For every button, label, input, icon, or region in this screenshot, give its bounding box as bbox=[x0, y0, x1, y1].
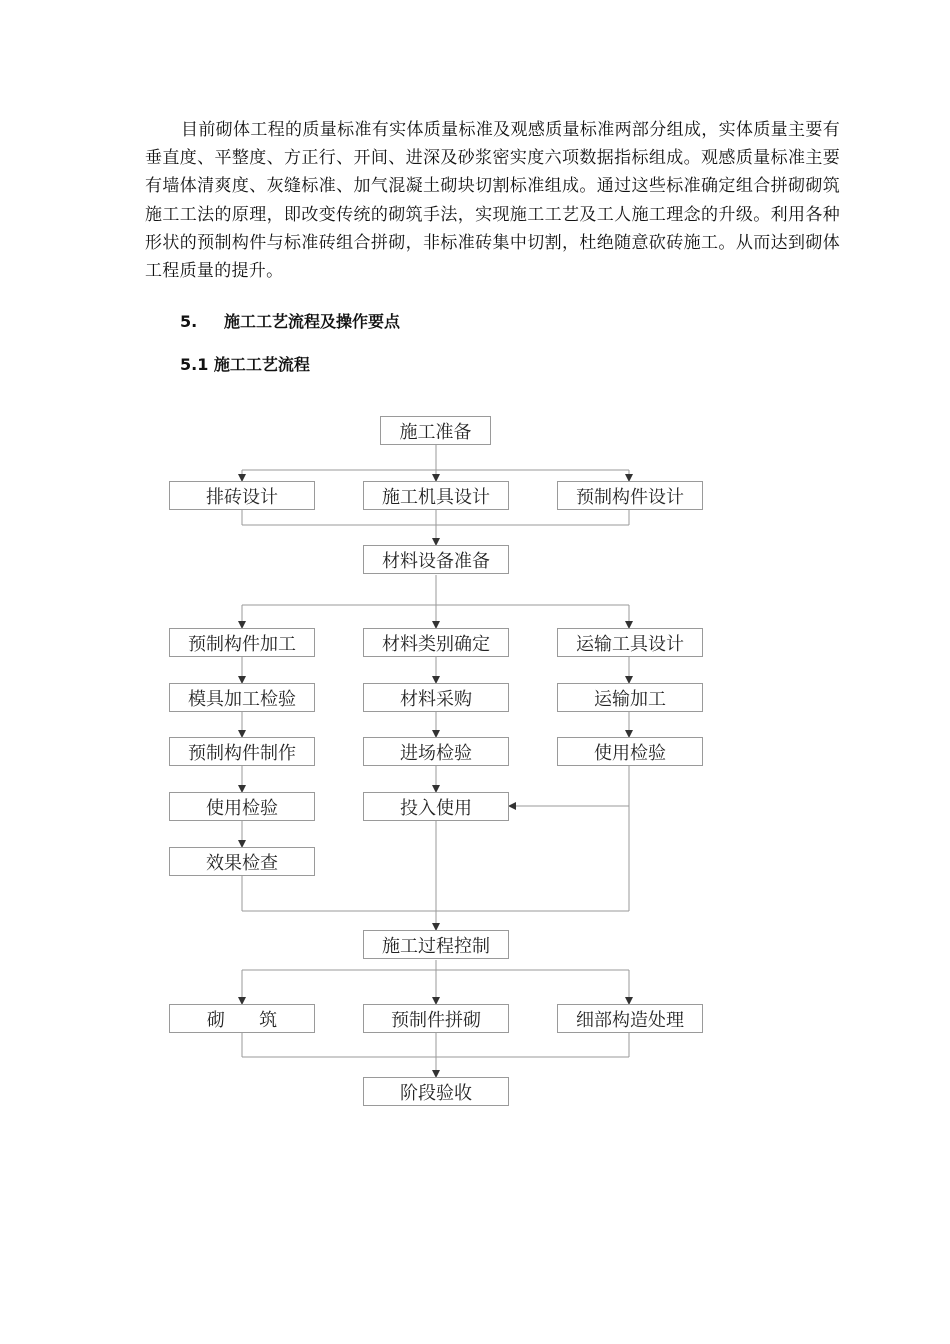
intro-paragraph: 目前砌体工程的质量标准有实体质量标准及观感质量标准两部分组成，实体质量主要有垂直度、平整度、方正行、开间、进深及砂浆密实度六项数据指标组成。观感质量标准主要有墙体清爽度、灰缝标准、加气混凝土砌块切割标准组成。通过这些标准确定组合拼砌砌筑施工工法的原理，即改变传统的砌筑手法，实现施工工艺及工人施工理念的升级。利用各种形状的预制构件与标准砖组合拼砌，非标准砖集中切割，杜绝随意砍砖施工。从而达到砌体工程质量的提升。 bbox=[145, 120, 840, 282]
section-5-heading bbox=[180, 309, 400, 332]
flow-node-masonry: 砌 筑 bbox=[169, 1004, 315, 1033]
flow-node-transport-tool-design: 运输工具设计 bbox=[557, 628, 703, 657]
section-5-number: 5. bbox=[180, 312, 198, 331]
flow-node-process-control: 施工过程控制 bbox=[363, 930, 509, 959]
flow-node-construction-prep: 施工准备 bbox=[380, 416, 491, 445]
flow-node-detail-treatment: 细部构造处理 bbox=[557, 1004, 703, 1033]
flow-node-effect-check: 效果检查 bbox=[169, 847, 315, 876]
flow-node-site-inspection: 进场检验 bbox=[363, 737, 509, 766]
flow-node-left-usage-inspection: 使用检验 bbox=[169, 792, 315, 821]
flow-node-precast-design: 预制构件设计 bbox=[557, 481, 703, 510]
flow-node-material-category: 材料类别确定 bbox=[363, 628, 509, 657]
flow-node-right-usage-inspection: 使用检验 bbox=[557, 737, 703, 766]
flow-node-mold-inspection: 模具加工检验 bbox=[169, 683, 315, 712]
flow-node-machinery-design: 施工机具设计 bbox=[363, 481, 509, 510]
flow-node-material-equipment-prep: 材料设备准备 bbox=[363, 545, 509, 574]
flow-node-precast-processing: 预制构件加工 bbox=[169, 628, 315, 657]
flow-node-put-into-use: 投入使用 bbox=[363, 792, 509, 821]
flow-node-transport-processing: 运输加工 bbox=[557, 683, 703, 712]
flow-node-precast-production: 预制构件制作 bbox=[169, 737, 315, 766]
flow-node-brick-layout-design: 排砖设计 bbox=[169, 481, 315, 510]
flow-node-material-purchase: 材料采购 bbox=[363, 683, 509, 712]
flow-node-precast-assembly: 预制件拼砌 bbox=[363, 1004, 509, 1033]
section-5-title: 施工工艺流程及操作要点 bbox=[224, 312, 401, 331]
section-5-1-heading: 5.1 施工工艺流程 bbox=[180, 355, 310, 374]
flow-node-stage-acceptance: 阶段验收 bbox=[363, 1077, 509, 1106]
